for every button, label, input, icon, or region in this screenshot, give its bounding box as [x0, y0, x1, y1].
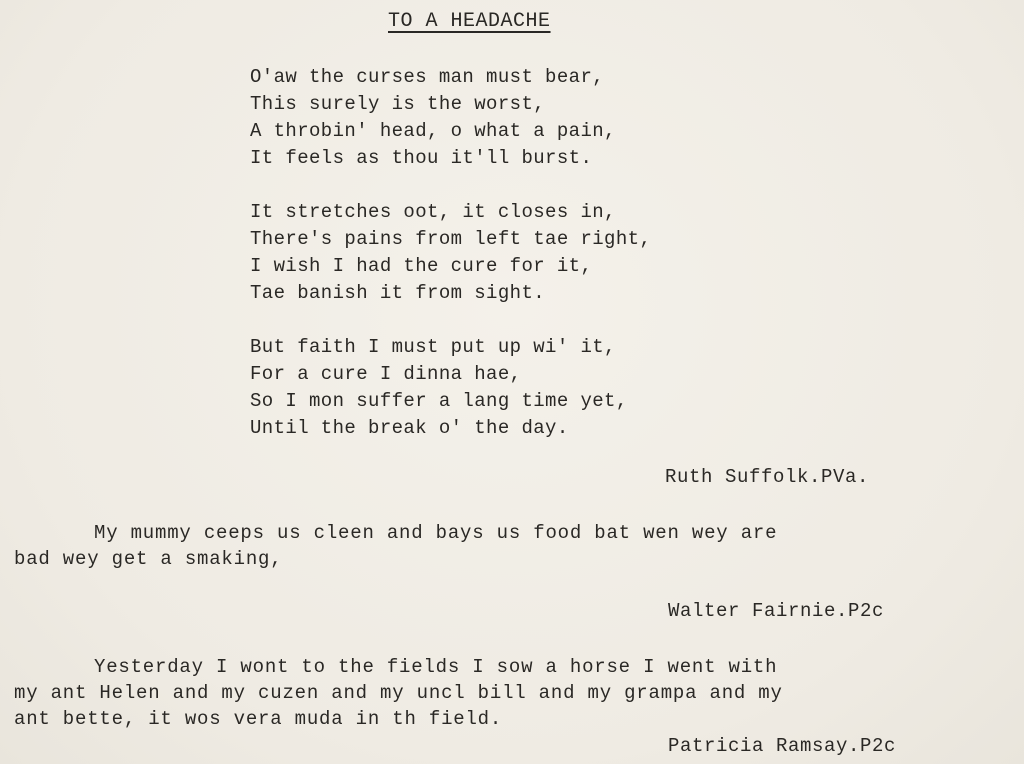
entry-mummy: [14, 520, 1019, 572]
poem-line: I wish I had the cure for it,: [250, 255, 593, 277]
entry-line: My mummy ceeps us cleen and bays us food bat wen wey are: [94, 522, 778, 544]
poem-line: Tae banish it from sight.: [250, 282, 546, 304]
entry-line: Yesterday I wont to the fields I sow a horse I went with: [94, 656, 778, 678]
poem-line: For a cure I dinna hae,: [250, 363, 522, 385]
poem-stanza-3: [250, 334, 651, 442]
poem-line: Until the break o' the day.: [250, 417, 569, 439]
poem-line: It feels as thou it'll burst.: [250, 147, 593, 169]
poem-line: It stretches oot, it closes in,: [250, 201, 616, 223]
poem: [250, 64, 651, 469]
poem-line: But faith I must put up wi' it,: [250, 336, 616, 358]
poem-line: This surely is the worst,: [250, 93, 546, 115]
poem-line: A throbin' head, o what a pain,: [250, 120, 616, 142]
poem-line: So I mon suffer a lang time yet,: [250, 390, 628, 412]
entry-line: bad wey get a smaking,: [14, 548, 283, 570]
entry-line: my ant Helen and my cuzen and my uncl bill and my grampa and my: [14, 682, 783, 704]
poem-signature: Ruth Suffolk.PVa.: [665, 466, 870, 488]
entry-yesterday: [14, 654, 1019, 732]
poem-line: O'aw the curses man must bear,: [250, 66, 605, 88]
entry-line: ant bette, it wos vera muda in th field.: [14, 708, 503, 730]
poem-line: There's pains from left tae right,: [250, 228, 652, 250]
entry-signature: Walter Fairnie.P2c: [668, 600, 885, 622]
poem-stanza-1: [250, 64, 651, 172]
entry-signature: Patricia Ramsay.P2c: [668, 735, 897, 757]
poem-stanza-2: [250, 199, 651, 307]
poem-title: TO A HEADACHE: [388, 10, 551, 33]
